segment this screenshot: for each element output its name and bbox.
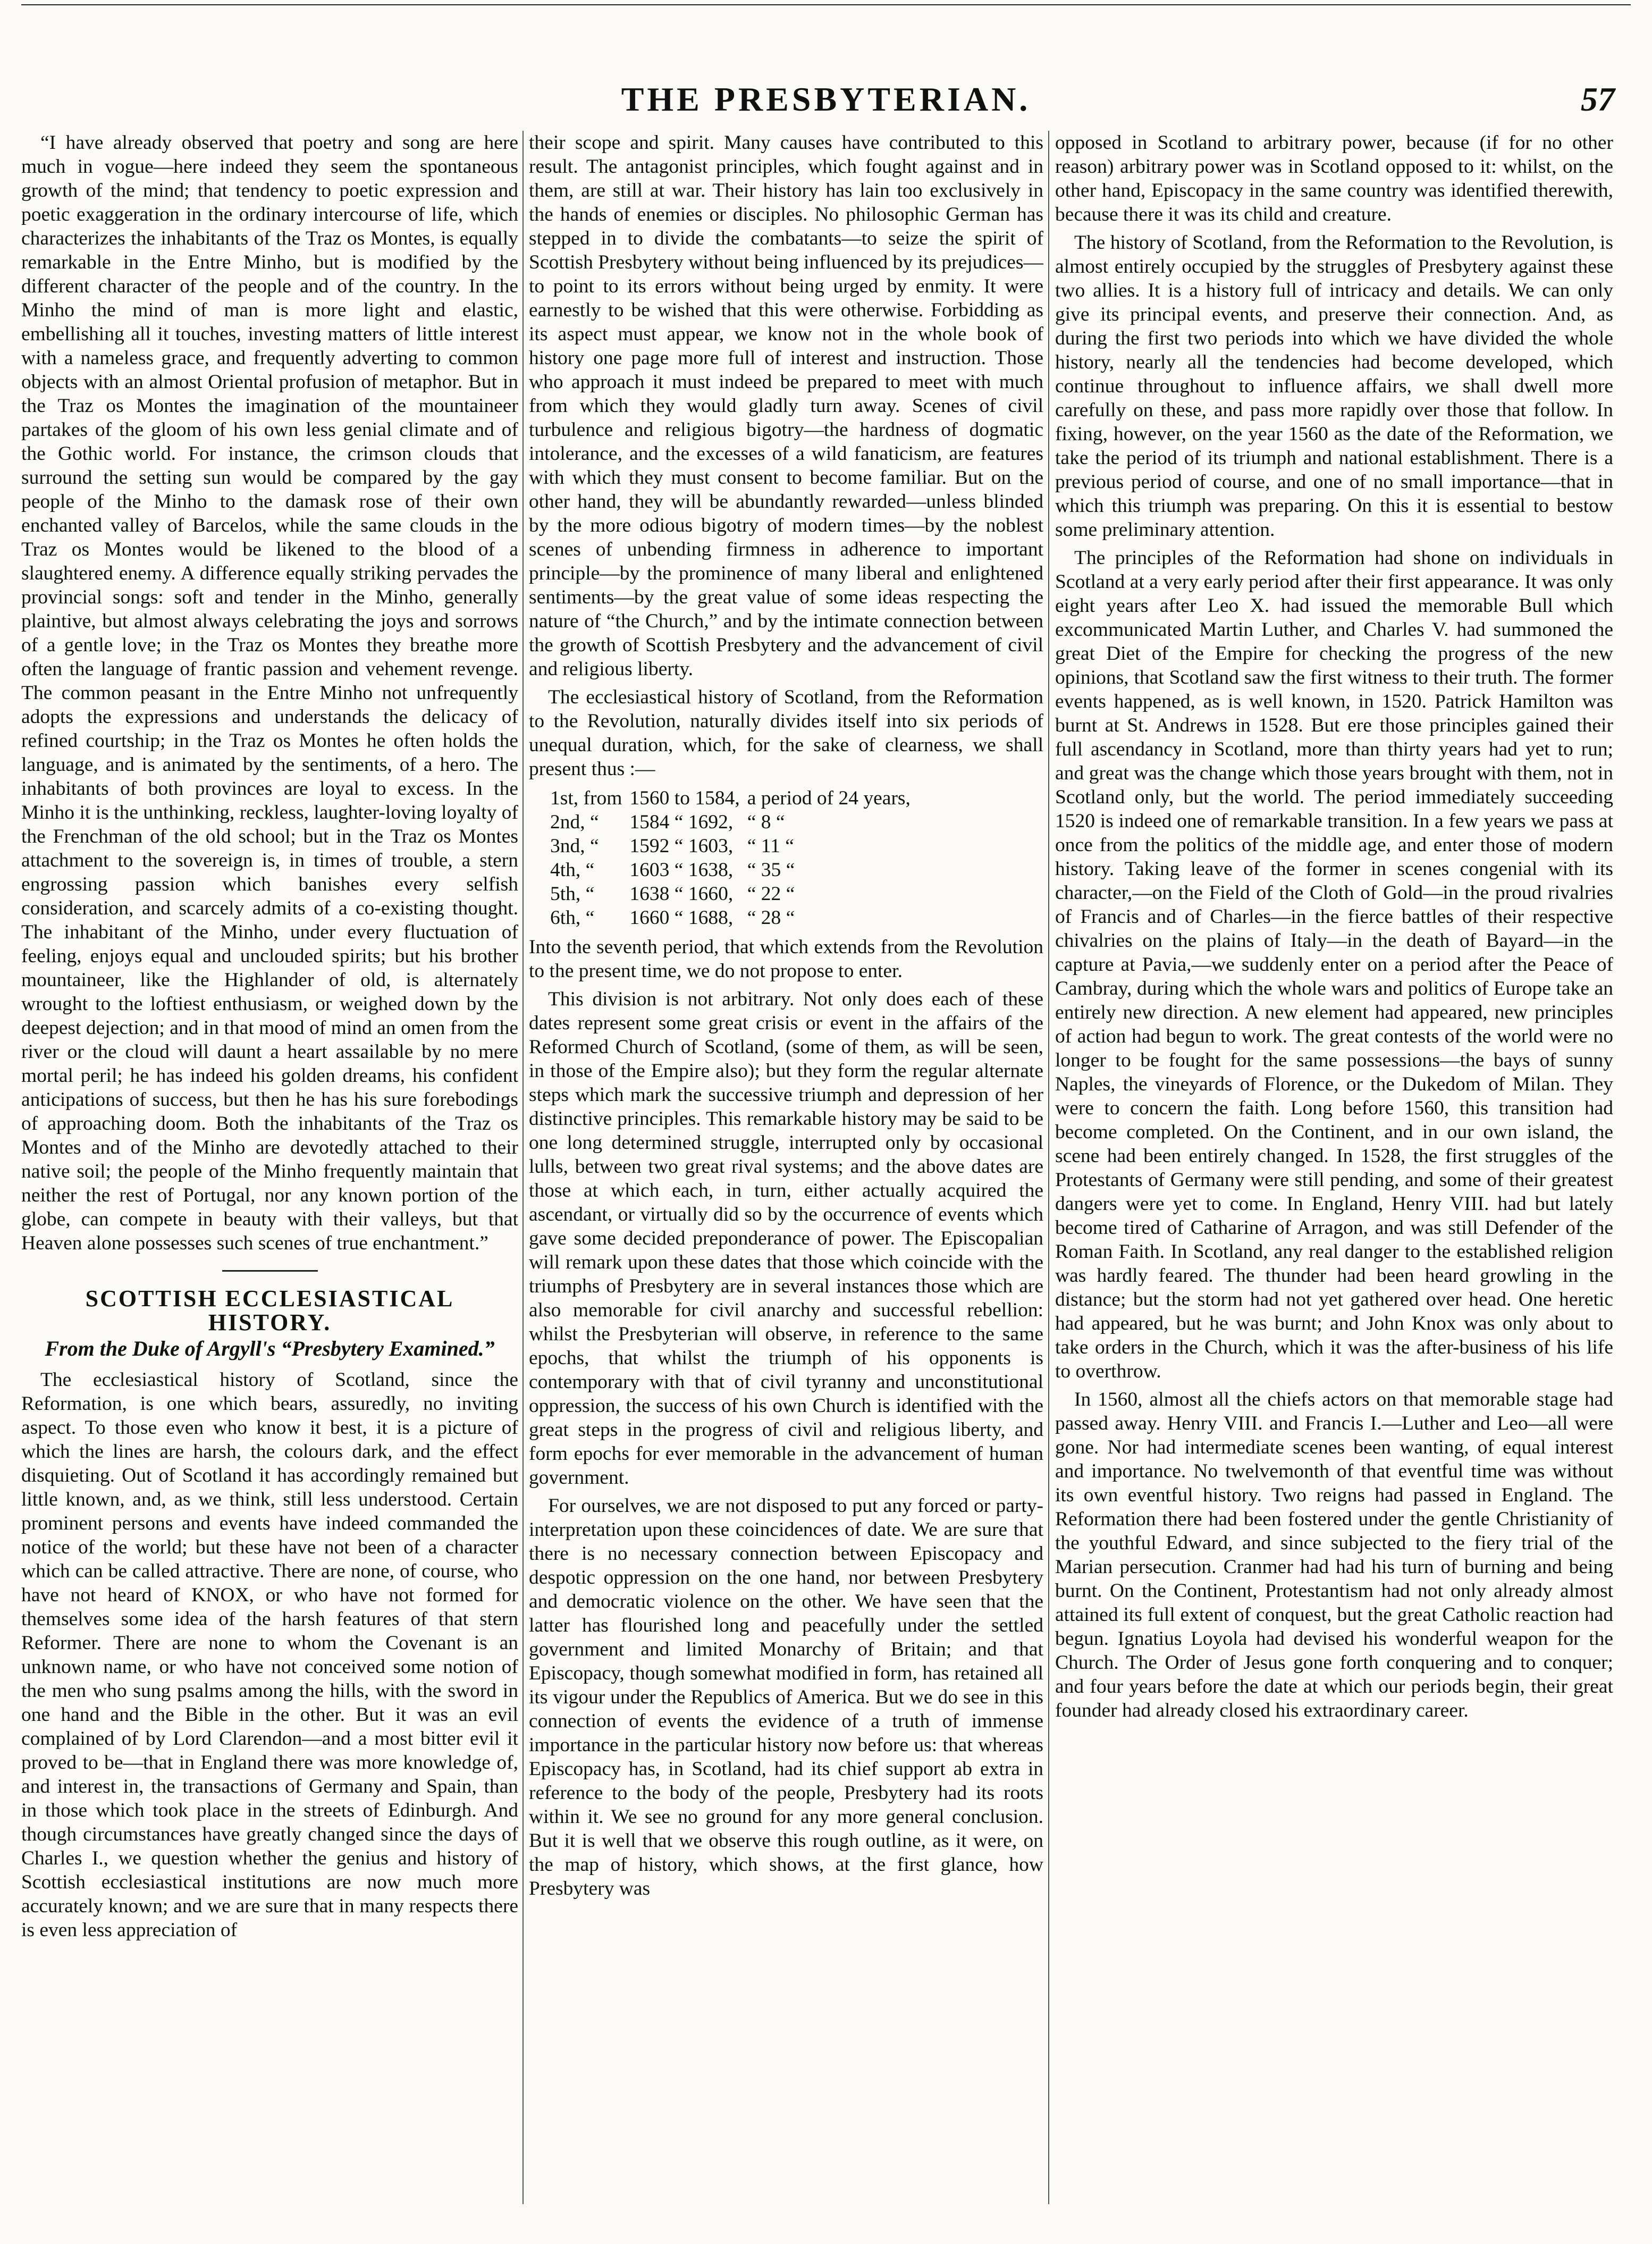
paragraph: The principles of the Reformation had shone on individuals in Scotland at a very early period after their first appearance. It was only eight years after Leo X. had issued the memorable Bull which excommunicated Martin Luther, and Charles V. had summoned the great Diet of the Empire for checking the progress of the new opinions, that Scotland saw the first witness to their truth. The former events happened, as is well known, in 1520. Patrick Hamilton was burnt at St. Andrews in 1528. But ere those principles gained their full ascendancy in Scotland, more than thirty years had yet to run; and great was the change which those years brought with them, not in Scotland only, but the world. The period immediately succeeding 1520 is indeed one of remarkable transition. In a few years we pass at once from the politics of the middle age, and enter those of modern history. Taking leave of the former in scenes congenial with its character,—on the Field of the Cloth of Gold—in the proud rivalries of Francis and of Charles—in the fierce battles of their respective chivalries on the plains of Italy—in the death of Bayard—in the capture at Pavia,—we suddenly enter on a period after the Peace of Cambray, during which the whole wars and politics of Europe take an entirely new direction. A new element had appeared, new principles of action had begun to work. The great contests of the world were no longer to be fought for the same possessions—the bays of sunny Naples, the vineyards of Florence, or the Dukedom of Milan. They were to concern the faith. Long before 1560, this transition had become completed. On the Continent, and in our own island, the scene had been entirely changed. In 1528, the first struggles of the Protestants of Germany were still pending, and some of their greatest dangers were yet to come. In England, Henry VIII. had but lately become tired of Catharine of Arragon, and was still Defender of the Roman Faith. In Scotland, any real danger to the established religion was hardly feared. The thunder had been heard growling in the distance; but the storm had not yet gathered over head. One heretic had appeared, but he was burnt; and John Knox was only about to take orders in the Church, which it was the after-business of his life to overthrow. — [1055, 547, 1613, 1382]
table-row — [550, 906, 918, 930]
section-subtitle: From the Duke of Argyll's “Presbytery Examined.” — [45, 1337, 495, 1360]
table-cell: “ 28 “ — [747, 907, 795, 929]
table-cell: 4th, “ — [550, 859, 595, 881]
table-cell: 2nd, “ — [550, 811, 599, 833]
paragraph: their scope and spirit. Many causes have contributed to this result. The antagonist principles, which fought against and in them, are still at war. Their history has lain too exclusively in the hands of enemies or disciples. No philosophic German has stepped in to divide the combatants—to seize the spirit of Scottish Presbytery without being influenced by its prejudices—to point to its errors without being urged by enmity. It were earnestly to be wished that this were otherwise. Forbidding as its aspect must appear, we know not in the whole book of history one page more full of interest and instruction. Those who approach it must indeed be prepared to meet with much from which they would gladly turn away. Scenes of civil turbulence and religious bigotry—the hardness of dogmatic intolerance, and the excesses of a wild fanaticism, are features with which they must consent to become familiar. But on the other hand, they will be abundantly rewarded—unless blinded by the more odious bigotry of modern times—by the noblest scenes of unbending firmness in adherence to important principle—by the prominence of many liberal and enlightened sentiments—by the great value of some ideas respecting the nature of “the Church,” and by the intimate connection between the growth of Scottish Presbytery and the advancement of civil and religious liberty. — [529, 132, 1043, 680]
table-cell: 1560 to 1584, — [629, 787, 740, 809]
column-rule-2 — [1048, 131, 1049, 2204]
paragraph: The ecclesiastical history of Scotland, from the Reformation to the Revolution, naturally divides itself into six periods of unequal duration, which, for the sake of clearness, we shall present thus :— — [529, 686, 1043, 780]
column-1 — [21, 131, 518, 2204]
paragraph: opposed in Scotland to arbitrary power, because (if for no other reason) arbitrary power was in Scotland opposed to it: whilst, on the other hand, Episcopacy in the same country was identified therewith, because there it was its child and creature. — [1055, 132, 1613, 225]
paragraph: Into the seventh period, that which extends from the Revolution to the present time, we do not propose to enter. — [529, 936, 1043, 982]
quoted-passage: “I have already observed that poetry and song are here much in vogue—here indeed they seem the spontaneous growth of the mind; that tendency to poetic expression and poetic exaggeration in the ordinary intercourse of life, which characterizes the inhabitants of the Traz os Montes, is equally remarkable in the Entre Minho, but is modified by the different character of the people and of the country. In the Minho the mind of man is more light and elastic, embellishing all it touches, investing matters of little interest with a nameless grace, and frequently adverting to common objects with an almost Oriental profusion of metaphor. But in the Traz os Montes the imagination of the mountaineer partakes of the gloom of his own less genial climate and of the Gothic world. For instance, the crimson clouds that surround the setting sun would be compared by the gay people of the Minho to the damask rose of their own enchanted valley of Barcelos, while the same clouds in the Traz os Montes would be likened to the blood of a slaughtered enemy. A difference equally striking pervades the provincial songs: soft and tender in the Minho, generally plaintive, but almost always celebrating the joys and sorrows of a gentle love; in the Traz os Montes they breathe more often the language of frantic passion and vehement revenge. The common peasant in the Entre Minho not unfrequently adopts the expressions and understands the delicacy of refined courtship; in the Traz os Montes he often holds the language, and is animated by the sentiments, of a hero. The inhabitants of both provinces are loyal to excess. In the Minho it is the unthinking, reckless, laughter-loving loyalty of the Frenchman of the old school; but in the Traz os Montes attachment to the sovereign is, in times of trouble, a stern engrossing passion which banishes every selfish consideration, and scarcely admits of a co-existing thought. The inhabitant of the Minho, under every fluctuation of feeling, enjoys equal and unclouded spirits; but his brother mountaineer, like the Highlander of old, is alternately wrought to the loftiest enthusiasm, or weighed down by the deepest dejection; and in that mood of mind an omen from the river or the cloud will daunt a heart assailable by no mere mortal peril; he has indeed his golden dreams, his confident anticipations of success, but then he has his sure forebodings of approaching doom. Both the inhabitants of the Traz os Montes and of the Minho are devotedly attached to their native soil; the people of the Minho frequently maintain that neither the rest of Portugal, nor any known portion of the globe, can compete in beauty with their valleys, but that Heaven alone possesses such scenes of true enchantment.” — [21, 132, 518, 1254]
paragraph: In 1560, almost all the chiefs actors on that memorable stage had passed away. Henry VIII. and Francis I.—Luther and Leo—all were gone. Nor had intermediate scenes been wanting, of equal interest and importance. No twelvemonth of that eventful time was without its own eventful history. Two reigns had passed in England. The Reformation there had been fostered under the gentle Christianity of the youthful Edward, and since subjected to the fiery trial of the Marian persecution. Cranmer had had his turn of burning and being burnt. On the Continent, Protestantism had not only already almost attained its full extent of conquest, but the great Catholic reaction had begun. Ignatius Loyola had devised his wonderful weapon for the Church. The Order of Jesus gone forth conquering and to conquer; and four years before the date at which our periods begin, their great founder had already closed his extraordinary career. — [1055, 1389, 1613, 1721]
column-rule-1 — [522, 131, 524, 2204]
table-row — [550, 786, 918, 810]
page-number: 57 — [1581, 80, 1615, 118]
section-divider — [222, 1270, 318, 1272]
table-cell: 1st, from — [550, 787, 622, 809]
table-cell: 1603 “ 1638, — [629, 859, 734, 881]
table-cell: 1584 “ 1692, — [629, 811, 734, 833]
column-2 — [529, 131, 1043, 2204]
running-title: THE PRESBYTERIAN. — [621, 80, 1031, 118]
table-cell: “ 8 “ — [747, 811, 785, 833]
table-cell: 6th, “ — [550, 907, 595, 929]
periods-table — [550, 786, 918, 930]
table-row — [550, 834, 918, 858]
table-cell: 1592 “ 1603, — [629, 835, 734, 857]
table-row — [550, 810, 918, 834]
table-cell: “ 35 “ — [747, 859, 795, 881]
table-row — [550, 858, 918, 882]
top-rule — [21, 4, 1631, 5]
section-title: SCOTTISH ECCLESIASTICAL HISTORY. — [85, 1285, 454, 1335]
table-cell: “ 11 “ — [747, 835, 794, 857]
paragraph: For ourselves, we are not disposed to put any forced or party-interpretation upon these coincidences of date. We are sure that there is no necessary connection between Episcopacy and despotic oppression on the one hand, nor between Presbytery and democratic violence on the other. We have seen that the latter has flourished long and peacefully under the settled government and limited Monarchy of Britain; and that Episcopacy, though somewhat modified in form, has retained all its vigour under the Republics of America. But we do see in this connection of events the evidence of a truth of immense importance in the particular history now before us: that whereas Episcopacy has, in Scotland, had its chief support ab extra in reference to the body of the people, Presbytery had its roots within it. We see no ground for any more general conclusion. But it is well that we observe this rough outline, as it were, on the map of history, which shows, at the first glance, how Presbytery was — [529, 1495, 1043, 1900]
table-cell: 1660 “ 1688, — [629, 907, 734, 929]
table-cell: 3nd, “ — [550, 835, 599, 857]
paragraph: The history of Scotland, from the Reformation to the Revolution, is almost entirely occupied by the struggles of Presbytery against these two allies. It is a history full of intricacy and details. We can only give its principal events, and preserve their connection. And, as during the first two periods into which we have divided the whole history, nearly all the tendencies had become developed, which continue throughout to influence affairs, we shall dwell more carefully on these, and pass more rapidly over those that follow. In fixing, however, on the year 1560 as the date of the Reformation, we take the period of its triumph and national establishment. There is a previous period of course, and one of no small importance—that in which this triumph was preparing. On this it is essential to bestow some preliminary attention. — [1055, 232, 1613, 541]
table-cell: 1638 “ 1660, — [629, 883, 734, 905]
paragraph: The ecclesiastical history of Scotland, since the Reformation, is one which bears, assuredly, no inviting aspect. To those even who know it best, it is a picture of which the lines are harsh, the colours dark, and the effect disquieting. Out of Scotland it has accordingly remained but little known, and, as we think, still less understood. Certain prominent persons and events have indeed commanded the notice of the world; but these have not been of a character which can be called attractive. There are none, of course, who have not heard of KNOX, or who have not formed for themselves some idea of the harsh features of that stern Reformer. There are none to whom the Covenant is an unknown name, or who have not conceived some notion of the men who sung psalms among the hills, with the sword in one hand and the Bible in the other. But it was an evil complained of by Lord Clarendon—and a most bitter evil it proved to be—that in England there was more knowledge of, and interest in, the transactions of Germany and Spain, than in those which took place in the streets of Edinburgh. And though circumstances have greatly changed since the days of Charles I., we question whether the genius and history of Scottish ecclesiastical institutions are now much more accurately known; and we are sure that in many respects there is even less appreciation of — [21, 1369, 518, 1941]
table-cell: “ 22 “ — [747, 883, 795, 905]
column-3 — [1055, 131, 1613, 2204]
paragraph: This division is not arbitrary. Not only does each of these dates represent some great crisis or event in the affairs of the Reformed Church of Scotland, (some of them, as will be seen, in those of the Empire also); but they form the regular alternate steps which mark the successive triumph and depression of her distinctive principles. This remarkable history may be said to be one long determined struggle, interrupted only by occasional lulls, between two great rival systems; and the above dates are those at which each, in turn, either actually acquired the ascendant, or virtually did so by the occurrence of events which gave some decided preponderance of power. The Episcopalian will remark upon these dates that those which coincide with the triumphs of Presbytery are in several instances those which are also memorable for civil anarchy and successful rebellion: whilst the Presbyterian will observe, in reference to the same epochs, that whilst the triumph of his opponents is contemporary with that of civil tyranny and unconstitutional oppression, the success of his own Church is identified with the great steps in the progress of civil and religious liberty, and form epochs for ever memorable in the advancement of human government. — [529, 988, 1043, 1489]
table-cell: a period of 24 years, — [747, 787, 911, 809]
table-cell: 5th, “ — [550, 883, 595, 905]
table-row — [550, 882, 918, 906]
